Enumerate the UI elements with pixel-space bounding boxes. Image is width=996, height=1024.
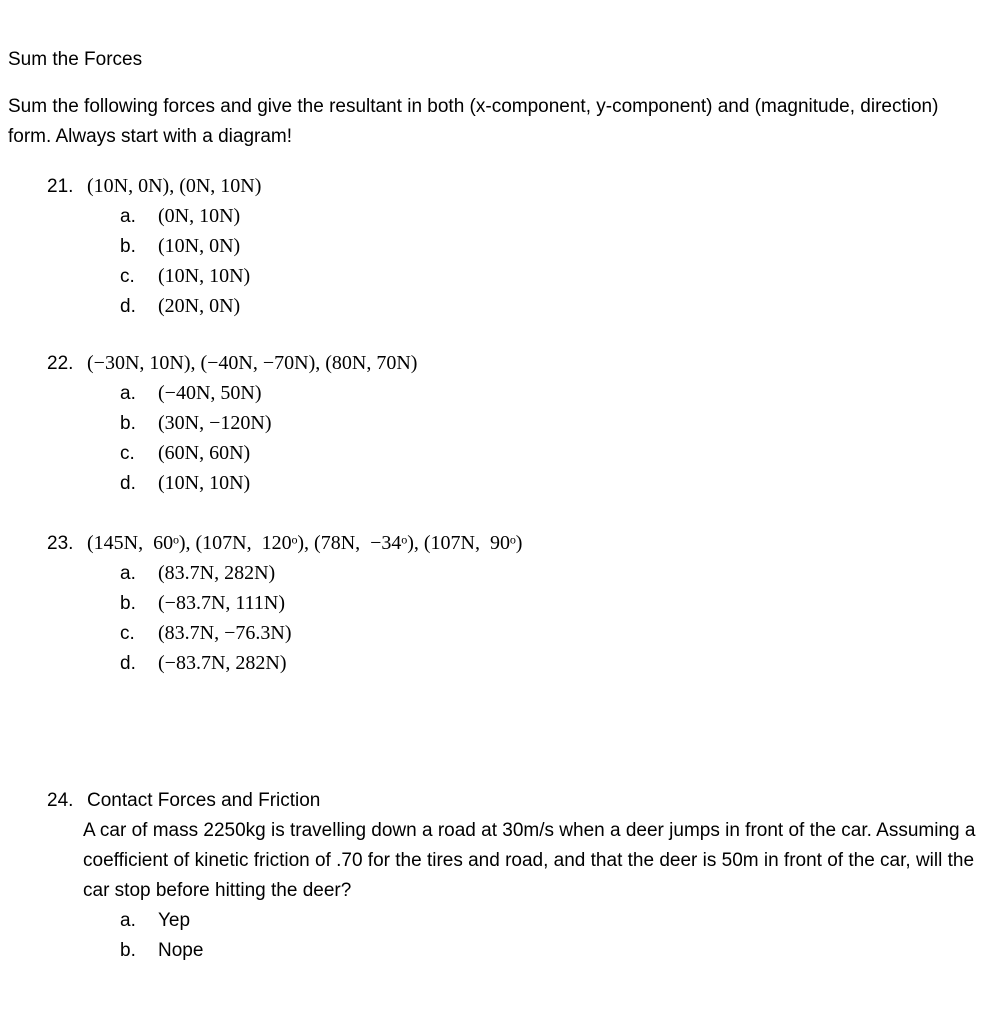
option-d (120, 468, 987, 498)
option-text: (0N, 10N) (158, 205, 241, 227)
option-text: (10N, 10N) (158, 472, 251, 494)
option-label: a. (120, 206, 136, 227)
option-a (120, 906, 988, 936)
option-c (120, 261, 987, 291)
question-23 (47, 528, 987, 678)
question-prompt: (145N, 60ᵒ), (107N, 120ᵒ), (78N, −34ᵒ), (107N, 90ᵒ) (87, 532, 523, 554)
option-c (120, 438, 987, 468)
question-text: A car of mass 2250kg is travelling down a road at 30m/s when a deer jumps in front of the car. Assuming a coefficient of kinetic friction of .70 for the tires and road, and that the deer is 50m in front of the car, will the car stop before hitting the deer? (83, 820, 976, 901)
option-text: (−83.7N, 111N) (158, 592, 286, 614)
option-text: (30N, −120N) (158, 412, 272, 434)
option-text: (20N, 0N) (158, 295, 241, 317)
option-text: (60N, 60N) (158, 442, 251, 464)
question-prompt: (−30N, 10N), (−40N, −70N), (80N, 70N) (87, 352, 418, 374)
option-label: d. (120, 653, 136, 674)
option-d (120, 648, 987, 678)
option-label: b. (120, 593, 136, 614)
page-title: Sum the Forces (8, 49, 143, 70)
option-text: (−83.7N, 282N) (158, 652, 287, 674)
question-number: 23. (47, 533, 74, 554)
question-number: 22. (47, 353, 74, 374)
option-text: (−40N, 50N) (158, 382, 262, 404)
question-24 (47, 786, 987, 966)
option-label: c. (120, 623, 135, 644)
option-label: c. (120, 266, 135, 287)
instructions: Sum the following forces and give the resultant in both (x-component, y-component) and (magnitude, direction) form. Always start with a diagram! (8, 96, 939, 147)
option-a (120, 558, 987, 588)
option-label: b. (120, 940, 136, 961)
option-b (120, 408, 987, 438)
question-number: 24. (47, 790, 74, 811)
option-label: b. (120, 236, 136, 257)
option-label: c. (120, 443, 135, 464)
option-b (120, 231, 987, 261)
option-a (120, 378, 987, 408)
option-label: b. (120, 413, 136, 434)
option-text: (10N, 10N) (158, 265, 251, 287)
question-title: Contact Forces and Friction (87, 790, 321, 811)
option-text: Nope (158, 940, 204, 961)
option-text: (83.7N, −76.3N) (158, 622, 292, 644)
option-text: (83.7N, 282N) (158, 562, 276, 584)
option-c (120, 618, 987, 648)
question-prompt: (10N, 0N), (0N, 10N) (87, 175, 262, 197)
option-a (120, 201, 987, 231)
option-label: a. (120, 563, 136, 584)
option-text: (10N, 0N) (158, 235, 241, 257)
option-label: a. (120, 910, 136, 931)
question-number: 21. (47, 176, 74, 197)
option-b (120, 588, 987, 618)
option-b (120, 936, 988, 966)
option-d (120, 291, 987, 321)
question-21 (47, 171, 987, 321)
option-text: Yep (158, 910, 191, 931)
option-label: d. (120, 473, 136, 494)
option-label: a. (120, 383, 136, 404)
question-22 (47, 348, 987, 498)
option-label: d. (120, 296, 136, 317)
